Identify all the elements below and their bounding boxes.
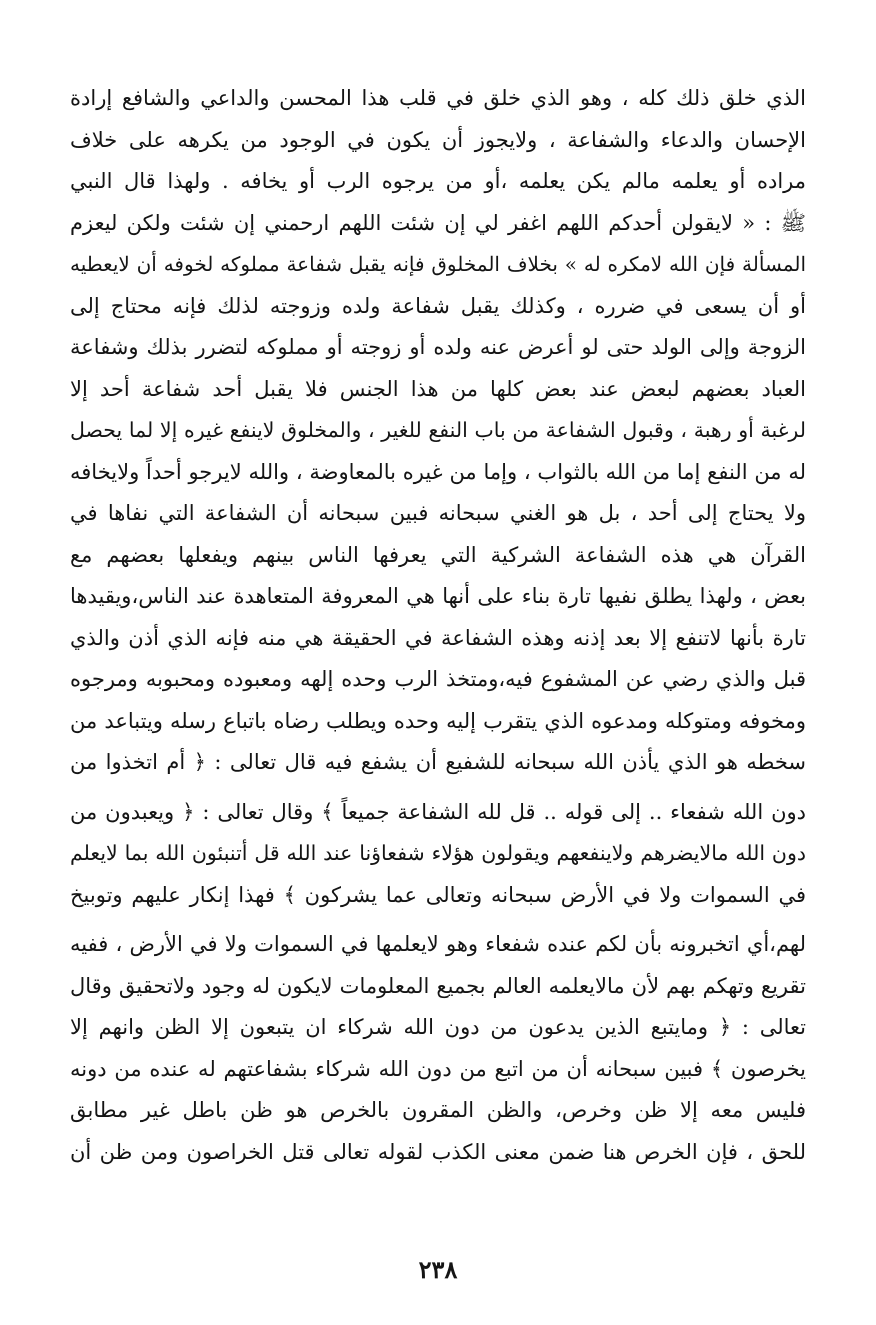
text-line: في السموات ولا في الأرض سبحانه وتعالى عما يشركون ﴾ فهذا إنكار عليهم وتوبيخ — [70, 882, 806, 907]
text-line: العباد بعضهم لبعض عند بعض كلها من هذا الجنس فلا يقبل أحد شفاعة أحد إلا — [70, 376, 806, 401]
text-line: تعالى : ﴿ ومايتبع الذين يدعون من دون الله شركاء ان يتبعون إلا الظن وانهم إلا — [70, 1015, 806, 1039]
body-text — [70, 78, 806, 1173]
text-line: لرغبة أو رهبة ، وقبول الشفاعة من باب النفع للغير ، والمخلوق لاينفع غيره إلا لما يحصل — [70, 418, 806, 442]
text-line: سخطه هو الذي يأذن الله سبحانه للشفيع أن يشفع فيه قال تعالى : ﴿ أم اتخذوا من — [70, 750, 806, 774]
text-line: للحق ، فإن الخرص هنا ضمن معنى الكذب لقوله تعالى قتل الخراصون ومن ظن أن — [70, 1139, 806, 1164]
text-line: له من النفع إما من الله بالثواب ، وإما من غيره بالمعاوضة ، والله لايرجو أحداً ولايخافه — [70, 459, 806, 484]
text-line: يخرصون ﴾ فبين سبحانه أن من اتبع من دون الله شركاء بشفاعتهم له عنده من دونه — [70, 1056, 806, 1081]
text-line: دون الله شفعاء .. إلى قوله .. قل لله الشفاعة جميعاً ﴾ وقال تعالى : ﴿ ويعبدون من — [70, 799, 806, 824]
text-line: ومخوفه ومتوكله ومدعوه الذي يتقرب إليه وحده ويطلب رضاه باتباع رسله ويتباعد من — [70, 708, 806, 733]
text-line: مراده أو يعلمه مالم يكن يعلمه ،أو من يرجوه الرب أو يخافه . ولهذا قال النبي — [70, 169, 806, 193]
text-line: الذي خلق ذلك كله ، وهو الذي خلق في قلب هذا المحسن والداعي والشافع إرادة — [70, 86, 806, 110]
page-number: ٢٣٨ — [418, 1255, 458, 1284]
text-line: لهم،أي اتخبرونه بأن لكم عنده شفعاء وهو لايعلمها في السموات ولا في الأرض ، ففيه — [70, 932, 806, 956]
text-line: تقريع وتهكم بهم لأن مالايعلمه العالم بجميع المعلومات لايكون له وجود ولاتحقيق وقال — [70, 973, 806, 998]
text-line: القرآن هي هذه الشفاعة الشركية التي يعرفها الناس بينهم ويفعلها بعضهم مع — [70, 542, 806, 567]
text-line: المسألة فإن الله لامكره له » بخلاف المخلوق فإنه يقبل شفاعة مملوكه لخوفه أن لايعطيه — [70, 252, 806, 276]
text-line: تارة بأنها لاتنفع إلا بعد إذنه وهذه الشفاعة في الحقيقة هي منه فإنه الذي أذن والذي — [70, 625, 806, 650]
text-line: أو أن يسعى في ضرره ، وكذلك يقبل شفاعة ولده وزوجته لذلك فإنه محتاج إلى — [70, 293, 806, 318]
text-line: الإحسان والدعاء والشفاعة ، ولايجوز أن يكون في الوجود من يكرهه على خلاف — [70, 127, 806, 152]
text-line: فليس معه إلا ظن وخرص، والظن المقرون بالخرص هو ظن باطل غير مطابق — [70, 1098, 806, 1122]
text-line: ولا يحتاج إلى أحد ، بل هو الغني سبحانه فبين سبحانه أن الشفاعة التي نفاها في — [70, 501, 806, 525]
text-line: دون الله مالايضرهم ولاينفعهم ويقولون هؤلاء شفعاؤنا عند الله قل أتنبئون الله بما لايعلم — [70, 841, 806, 865]
text-line: قبل والذي رضي عن المشفوع فيه،ومتخذ الرب وحده إلهه ومعبوده ومحبوبه ومرجوه — [70, 667, 806, 691]
text-line: ﷺ : « لايقولن أحدكم اللهم اغفر لي إن شئت اللهم ارحمني إن شئت ولكن ليعزم — [70, 210, 806, 235]
text-line: بعض ، ولهذا يطلق نفيها تارة بناء على أنها هي المعروفة المتعاهدة عند الناس،ويقيدها — [70, 584, 806, 608]
text-line: الزوجة وإلى الولد حتى لو أعرض عنه ولده أو زوجته أو مملوكه لتضرر بذلك وشفاعة — [70, 335, 806, 359]
